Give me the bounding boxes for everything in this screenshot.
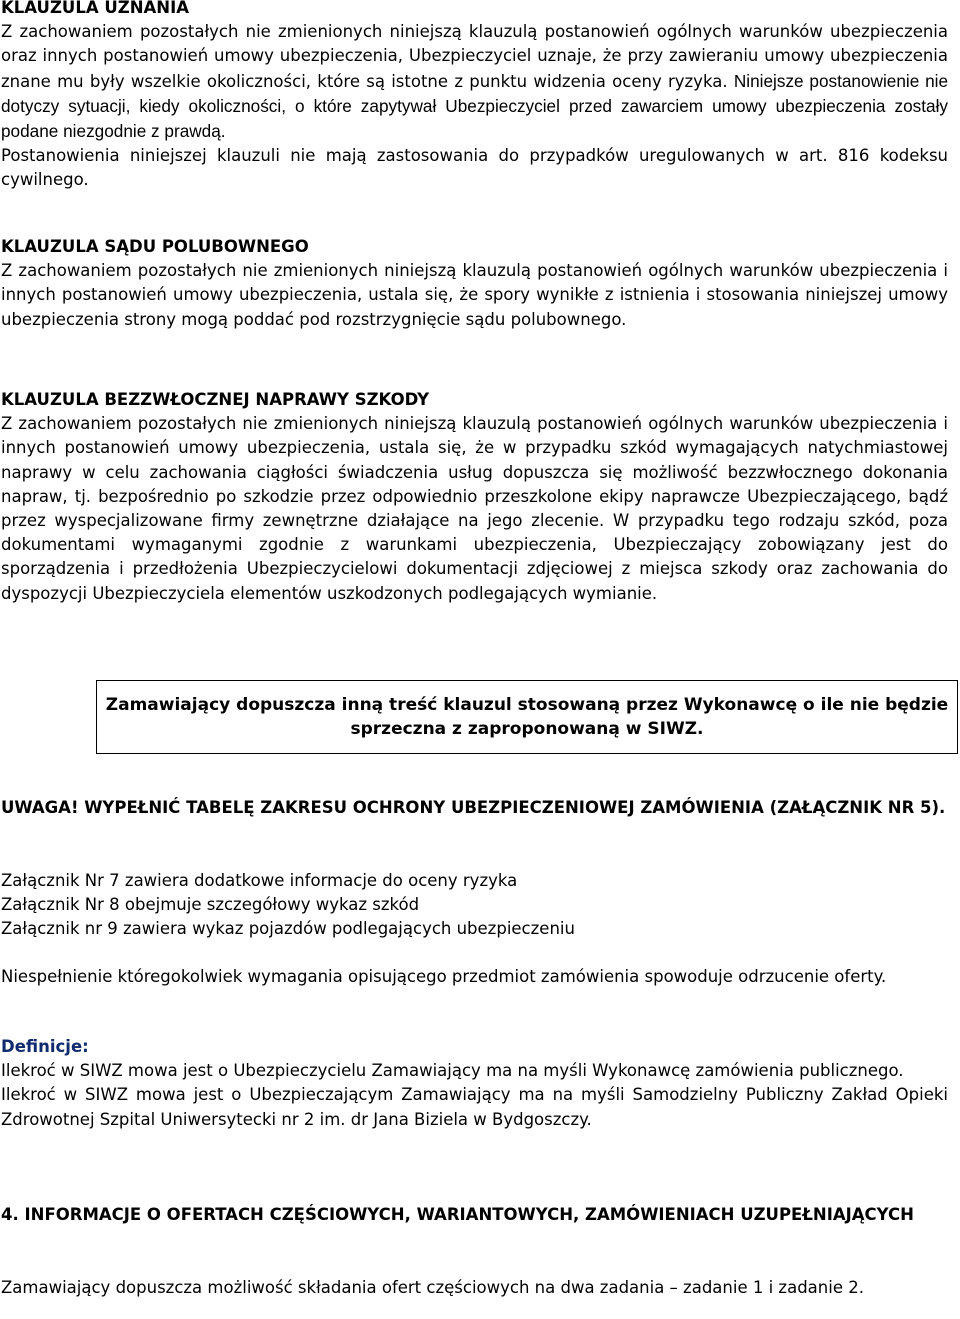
warning-note: UWAGA! WYPEŁNIĆ TABELĘ ZAKRESU OCHRONY UBEZPIECZENIOWEJ ZAMÓWIENIA (ZAŁĄCZNIK NR 5).	[1, 798, 946, 817]
clause-recognition	[1, 0, 948, 193]
attachment-item-7: Załącznik Nr 7 zawiera dodatkowe informacje do oceny ryzyka	[1, 871, 518, 890]
definition-policyholder: Ilekroć w SIWZ mowa jest o Ubezpieczającym Zamawiający ma na myśli Samodzielny Publiczny Zakład Opieki Zdrowotnej Szpital Uniwersytecki nr 2 im. dr Jana Biziela w Bydgoszczy.	[1, 1085, 948, 1129]
notice-box	[96, 680, 958, 754]
clause-arbitration-title: KLAUZULA SĄDU POLUBOWNEGO	[1, 237, 309, 256]
definition-insurer: Ilekroć w SIWZ mowa jest o Ubezpieczycielu Zamawiający ma na myśli Wykonawcę zamówienia publicznego.	[1, 1061, 904, 1081]
clause-repair-text: Z zachowaniem pozostałych nie zmienionych niniejszą klauzulą postanowień ogólnych warunków ubezpieczenia i innych postanowień umowy ubezpieczenia, ustala się, że w przypadku szkód wymagających natychmiastowej naprawy w celu zachowania ciągłości świadczenia usług dopuszcza się możliwość bezzwłocznego dokonania napraw, tj. bezpośrednio po szkodzie przez odpowiednio przeszkolone ekipy naprawcze Ubezpieczającego, bądź przez wyspecjalizowane firmy zewnętrzne działające na jego zlecenie. W przypadku tego rodzaju szkód, poza dokumentami wymaganymi zgodnie z warunkami ubezpieczenia, Ubezpieczający zobowiązany jest do sporządzenia i przedłożenia Ubezpieczycielowi dokumentacji zdjęciowej z miejsca szkody oraz zachowania do dyspozycji Ubezpieczyciela elementów uszkodzonych podlegających wymianie.	[1, 414, 948, 603]
clause-recognition-text-c: Postanowienia niniejszej klauzuli nie mają zastosowania do przypadków uregulowanych w art. 816 kodeksu cywilnego.	[1, 146, 948, 190]
definitions	[1, 1035, 948, 1132]
notice-box-text: Zamawiający dopuszcza inną treść klauzul stosowaną przez Wykonawcę o ile nie będzie sprzeczna z zaproponowaną w SIWZ.	[105, 695, 949, 739]
clause-recognition-text-a: Z zachowaniem pozostałych nie zmienionych niniejszą klauzulą postanowień ogólnych warunków ubezpieczenia oraz innych postanowień umowy ubezpieczenia, Ubezpieczyciel uznaje, że przy zawieraniu umowy ubezpieczenia znane mu były wszelkie okoliczności, które są istotne z punktu widzenia oceny ryzyka.	[1, 22, 948, 91]
section-4-text: Zamawiający dopuszcza możliwość składania ofert częściowych na dwa zadania – zadanie 1 i zadanie 2.	[1, 1278, 864, 1297]
attachments-list	[1, 869, 948, 942]
clause-recognition-text-b: Niniejsze postanowienie nie dotyczy sytuacji, kiedy okoliczności, o które zapytywał Ubezpieczyciel przed zawarciem umowy ubezpieczenia zostały podane niezgodnie z prawdą.	[1, 70, 949, 142]
clause-recognition-title: KLAUZULA UZNANIA	[1, 0, 190, 17]
clause-repair-title: KLAUZULA BEZZWŁOCZNEJ NAPRAWY SZKODY	[1, 390, 430, 409]
clause-arbitration-text: Z zachowaniem pozostałych nie zmienionych niniejszą klauzulą postanowień ogólnych warunków ubezpieczenia i innych postanowień umowy ubezpieczenia, ustala się, że spory wynikłe z istnienia i stosowania niniejszej umowy ubezpieczenia strony mogą poddać pod rozstrzygnięcie sądu polubownego.	[1, 261, 948, 329]
clause-arbitration	[1, 235, 948, 332]
attachment-item-8: Załącznik Nr 8 obejmuje szczegółowy wykaz szkód	[1, 895, 420, 915]
definitions-title: Definicje:	[1, 1037, 89, 1056]
clause-repair	[1, 388, 948, 606]
section-4-title: 4. INFORMACJE O OFERTACH CZĘŚCIOWYCH, WARIANTOWYCH, ZAMÓWIENIACH UZUPEŁNIAJĄCYCH	[1, 1205, 914, 1224]
rejection-note: Niespełnienie któregokolwiek wymagania opisującego przedmiot zamówienia spowoduje odrzucenie oferty.	[1, 967, 887, 986]
attachment-item-9: Załącznik nr 9 zawiera wykaz pojazdów podlegających ubezpieczeniu	[1, 919, 575, 939]
